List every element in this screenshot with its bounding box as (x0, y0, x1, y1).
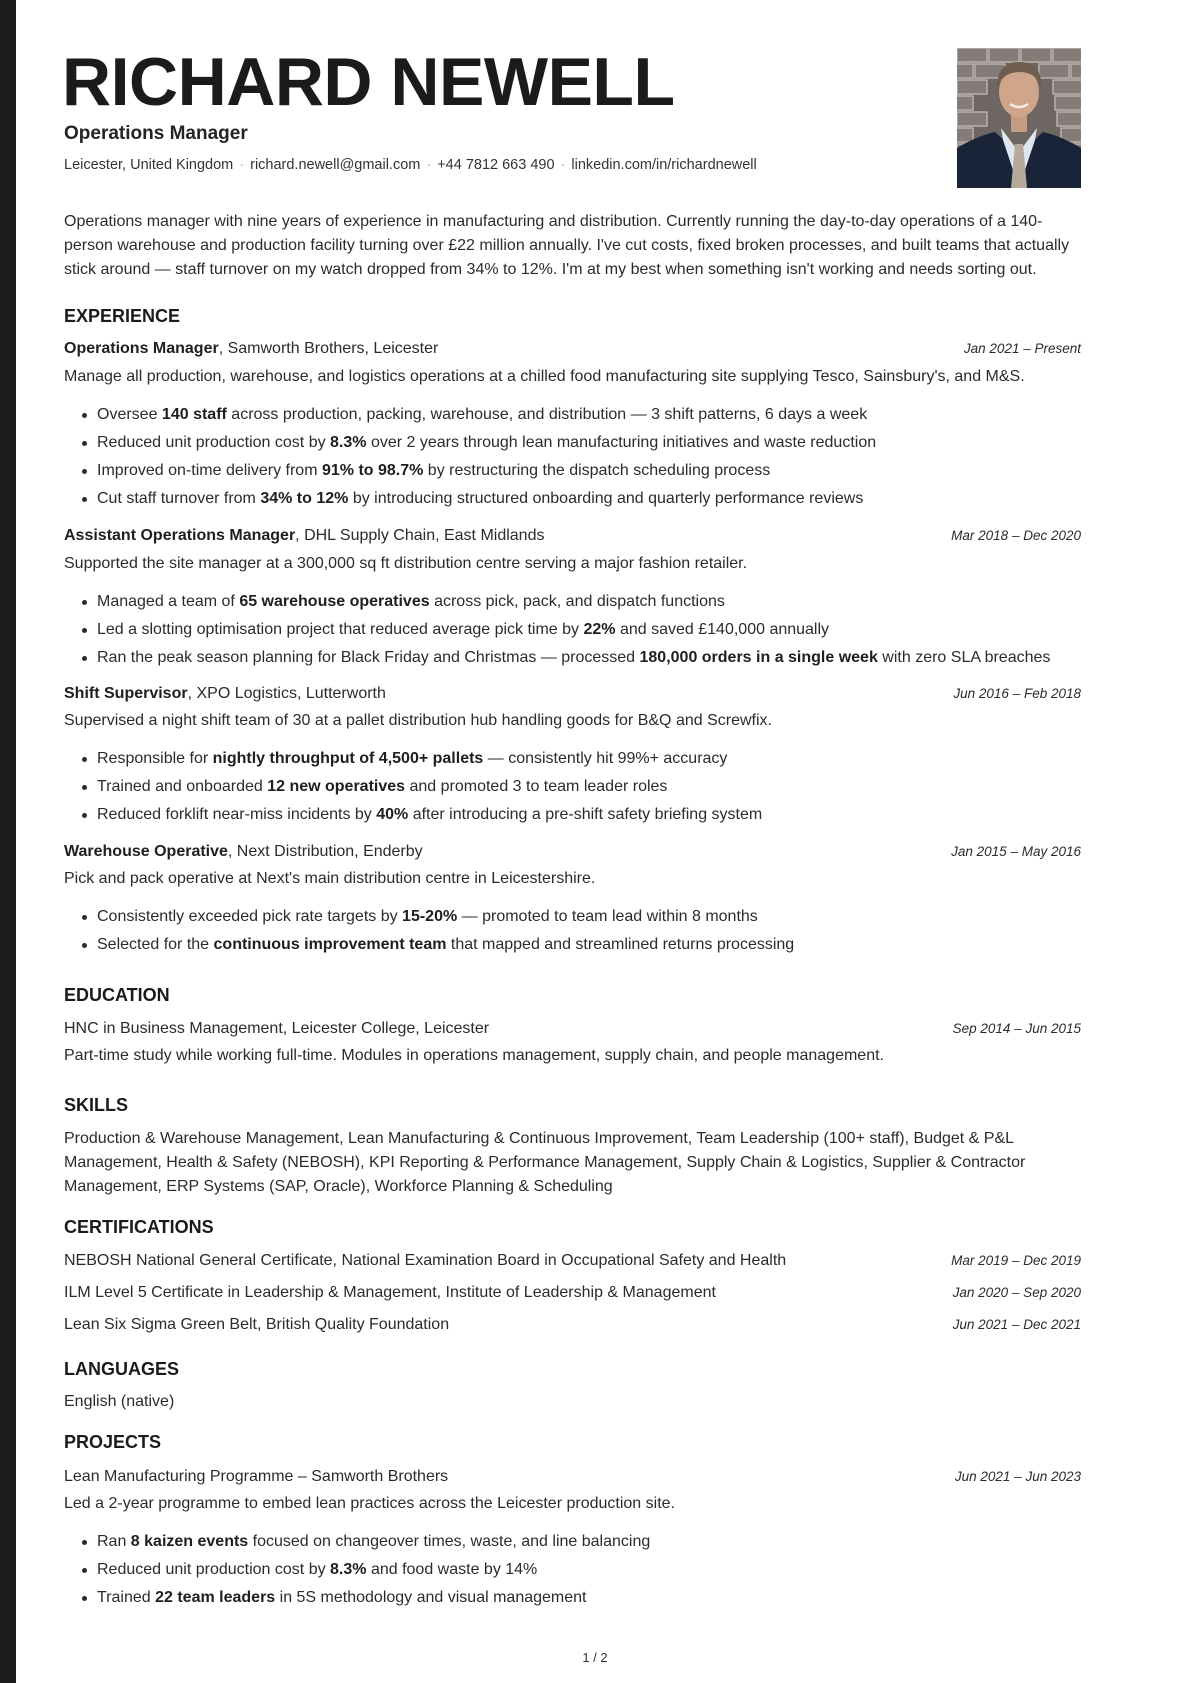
bullet-text: Led a slotting optimisation project that reduced average pick time by (97, 621, 584, 638)
left-edge-bar (0, 0, 16, 1683)
section-title-languages: LANGUAGES (64, 1359, 180, 1379)
professional-summary: Operations manager with nine years of experience in manufacturing and distribution. Currently running the day-to-day operations of a 140-person warehouse and production facility turning over £22 million annually. I've cut costs, fixed broken processes, and built teams that actually stick around — staff turnover on my watch dropped from 34% to 12%. I'm at my best when something isn't working and needs sorting out. (64, 213, 1070, 278)
bullet-text: — consistently hit 99%+ accuracy (483, 750, 728, 767)
bullet-highlight: 15-20% (402, 908, 458, 925)
job-company: , DHL Supply Chain, East Midlands (295, 527, 545, 544)
job-company: , XPO Logistics, Lutterworth (187, 685, 386, 702)
education-degree: HNC in Business Management, Leicester College, Leicester (64, 1020, 490, 1037)
job-description: Supervised a night shift team of 30 at a pallet distribution hub handling goods for B&Q and Screwfix. (64, 712, 772, 729)
bullet-item (64, 907, 1081, 935)
section-title-experience: EXPERIENCE (64, 306, 181, 326)
education-description: Part-time study while working full-time. Modules in operations management, supply chain, and people management. (64, 1047, 884, 1064)
job-header (64, 843, 1081, 861)
education-dates: Sep 2014 – Jun 2015 (952, 1021, 1081, 1036)
bullet-highlight: 180,000 orders in a single week (639, 649, 878, 666)
bullet-text: Cut staff turnover from (97, 490, 261, 507)
certification-dates: Jan 2020 – Sep 2020 (952, 1285, 1081, 1300)
profile-photo-image (957, 48, 1081, 188)
bullet-highlight: nightly throughput of 4,500+ pallets (212, 750, 484, 767)
bullet-text: with zero SLA breaches (877, 649, 1051, 666)
bullet-text: across production, packing, warehouse, and distribution — 3 shift patterns, 6 days a week (226, 406, 868, 423)
bullet-text: Oversee (97, 406, 162, 423)
job-header (64, 527, 1081, 545)
bullet-highlight: 8.3% (330, 1561, 367, 1578)
bullet-text: by restructuring the dispatch scheduling process (423, 462, 771, 479)
contact-linkedin[interactable]: linkedin.com/in/richardnewell (571, 157, 757, 173)
job-header (64, 340, 1081, 358)
bullet-text: that mapped and streamlined returns processing (446, 936, 795, 953)
bullet-text: Responsible for (97, 750, 213, 767)
job-description: Pick and pack operative at Next's main distribution centre in Leicestershire. (64, 870, 596, 887)
bullet-text: Managed a team of (97, 593, 240, 610)
education-entry (64, 1020, 1081, 1038)
contact-email[interactable]: richard.newell@gmail.com (250, 157, 421, 173)
certification-name: NEBOSH National General Certificate, National Examination Board in Occupational Safety and Health (64, 1252, 787, 1269)
certification-dates: Jun 2021 – Dec 2021 (952, 1317, 1081, 1332)
bullet-item (64, 620, 1081, 648)
separator: · (560, 157, 566, 173)
bullet-text: Ran the peak season planning for Black Friday and Christmas — processed (97, 649, 640, 666)
job-company: , Samworth Brothers, Leicester (218, 340, 439, 357)
bullet-text: — promoted to team lead within 8 months (457, 908, 758, 925)
bullet-highlight: 22% (583, 621, 616, 638)
bullet-text: Trained (97, 1589, 156, 1606)
bullet-highlight: 65 warehouse operatives (239, 593, 430, 610)
bullet-item (64, 1588, 1081, 1616)
bullet-text: Consistently exceeded pick rate targets by (97, 908, 403, 925)
section-title-education: EDUCATION (64, 985, 170, 1005)
bullet-text: Trained and onboarded (97, 778, 268, 795)
bullet-text: after introducing a pre-shift safety briefing system (408, 806, 763, 823)
certification-item (64, 1284, 1081, 1302)
bullet-item (64, 489, 1081, 517)
bullet-text: and food waste by 14% (366, 1561, 538, 1578)
bullet-text: Ran (97, 1533, 131, 1550)
candidate-role: Operations Manager (64, 123, 248, 144)
bullet-highlight: 8.3% (330, 434, 367, 451)
job-bullets (64, 592, 1081, 676)
job-role: Assistant Operations Manager (64, 527, 296, 544)
job-dates: Jun 2016 – Feb 2018 (953, 686, 1081, 701)
bullet-text: Reduced unit production cost by (97, 434, 331, 451)
bullet-text: Improved on-time delivery from (97, 462, 322, 479)
project-header (64, 1468, 1081, 1486)
bullet-text: and promoted 3 to team leader roles (405, 778, 668, 795)
certification-item (64, 1316, 1081, 1334)
certification-dates: Mar 2019 – Dec 2019 (951, 1253, 1081, 1268)
bullet-item (64, 461, 1081, 489)
bullet-text: over 2 years through lean manufacturing initiatives and waste reduction (366, 434, 877, 451)
contact-line (64, 157, 757, 173)
bullet-text: and saved £140,000 annually (615, 621, 830, 638)
bullet-text: Reduced unit production cost by (97, 1561, 331, 1578)
bullet-item (64, 592, 1081, 620)
job-bullets (64, 749, 1081, 833)
bullet-highlight: 34% to 12% (260, 490, 349, 507)
bullet-highlight: 40% (376, 806, 409, 823)
project-name: Lean Manufacturing Programme – Samworth Brothers (64, 1468, 449, 1485)
bullet-item (64, 805, 1081, 833)
job-header (64, 685, 1081, 703)
job-role: Shift Supervisor (64, 685, 188, 702)
job-dates: Jan 2021 – Present (963, 341, 1081, 356)
page-indicator: 1 / 2 (582, 1650, 608, 1665)
section-title-projects: PROJECTS (64, 1432, 162, 1452)
section-title-certifications: CERTIFICATIONS (64, 1217, 214, 1237)
bullet-item (64, 1532, 1081, 1560)
profile-photo (957, 48, 1081, 188)
resume-page (62, 0, 1081, 1606)
bullet-item (64, 433, 1081, 461)
bullet-text: focused on changeover times, waste, and line balancing (248, 1533, 651, 1550)
certification-name: Lean Six Sigma Green Belt, British Quality Foundation (64, 1316, 450, 1333)
job-role: Warehouse Operative (64, 843, 228, 860)
bullet-text: Reduced forklift near-miss incidents by (97, 806, 377, 823)
project-bullets (64, 1532, 1081, 1616)
bullet-item (64, 1560, 1081, 1588)
languages-list: English (native) (64, 1393, 175, 1410)
bullet-item (64, 777, 1081, 805)
job-role: Operations Manager (64, 340, 219, 357)
job-company: , Next Distribution, Enderby (227, 843, 423, 860)
bullet-highlight: 8 kaizen events (130, 1533, 249, 1550)
bullet-highlight: 12 new operatives (267, 778, 406, 795)
job-bullets (64, 907, 1081, 963)
separator: · (239, 157, 245, 173)
bullet-text: Selected for the (97, 936, 214, 953)
candidate-name: RICHARD NEWELL (62, 44, 675, 120)
bullet-highlight: 22 team leaders (155, 1589, 276, 1606)
skills-list: Production & Warehouse Management, Lean Manufacturing & Continuous Improvement, Team Leadership (100+ staff), Budget & P&L Management, Health & Safety (NEBOSH), KPI Reporting & Performance Management, Supply Chain & Logistics, Supplier & Contractor Management, ERP Systems (SAP, Oracle), Workforce Planning & Scheduling (64, 1130, 1026, 1195)
bullet-item (64, 935, 1081, 963)
bullet-highlight: 91% to 98.7% (321, 462, 424, 479)
resume-header (64, 0, 1081, 200)
job-bullets (64, 405, 1081, 517)
project-description: Led a 2-year programme to embed lean practices across the Leicester production site. (64, 1495, 675, 1512)
bullet-highlight: 140 staff (161, 406, 227, 423)
bullet-text: across pick, pack, and dispatch functions (429, 593, 725, 610)
contact-location: Leicester, United Kingdom (64, 157, 234, 173)
bullet-item (64, 405, 1081, 433)
bullet-highlight: continuous improvement team (213, 936, 447, 953)
job-description: Supported the site manager at a 300,000 sq ft distribution centre serving a major fashion retailer. (64, 555, 748, 572)
project-dates: Jun 2021 – Jun 2023 (954, 1469, 1081, 1484)
contact-phone[interactable]: +44 7812 663 490 (437, 157, 555, 173)
certification-name: ILM Level 5 Certificate in Leadership & Management, Institute of Leadership & Management (64, 1284, 716, 1301)
bullet-item (64, 749, 1081, 777)
bullet-text: in 5S methodology and visual management (275, 1589, 587, 1606)
certification-item (64, 1252, 1081, 1270)
bullet-item (64, 648, 1081, 676)
job-description: Manage all production, warehouse, and logistics operations at a chilled food manufacturing site supplying Tesco, Sainsbury's, and M&S. (64, 368, 1025, 385)
bullet-text: by introducing structured onboarding and quarterly performance reviews (348, 490, 864, 507)
job-dates: Mar 2018 – Dec 2020 (951, 528, 1081, 543)
job-dates: Jan 2015 – May 2016 (951, 844, 1081, 859)
section-title-skills: SKILLS (64, 1095, 129, 1115)
separator: · (426, 157, 432, 173)
